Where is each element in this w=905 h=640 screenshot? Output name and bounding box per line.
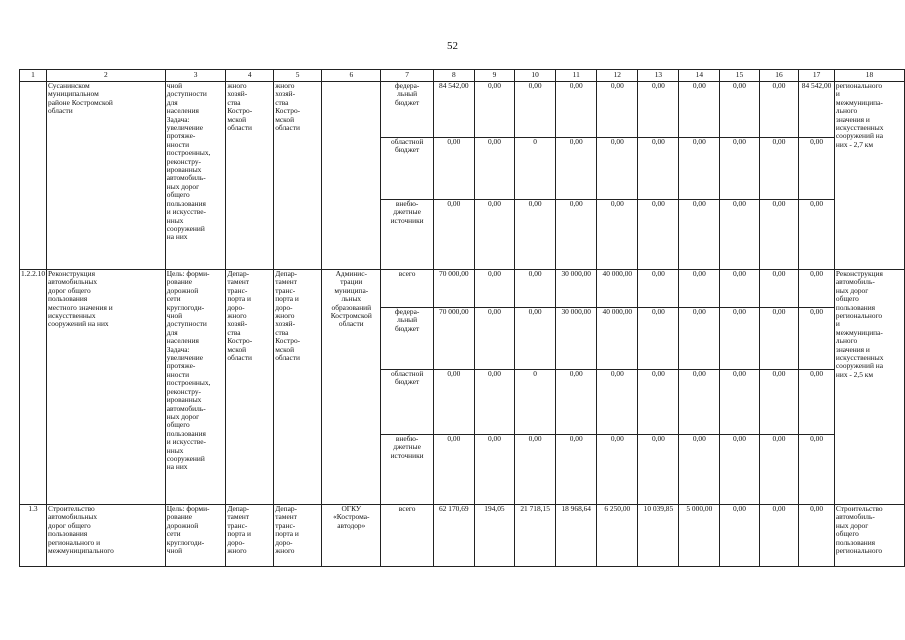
participant <box>322 82 381 270</box>
responsible-executor: Депар- тамент транс- порта и доро- жного <box>226 505 274 567</box>
amount-cell: 18 968,64 <box>556 505 597 567</box>
amount-cell: 0,00 <box>474 370 514 435</box>
funding-source: всего <box>381 505 433 567</box>
column-header: 4 <box>226 70 274 82</box>
amount-cell: 0,00 <box>515 200 556 270</box>
amount-cell: 0,00 <box>679 270 720 308</box>
amount-cell: 0,00 <box>679 435 720 505</box>
amount-cell: 0,00 <box>638 370 679 435</box>
amount-cell: 0,00 <box>597 435 638 505</box>
expected-result: Реконструкция автомобиль- ных дорог общего пользования регионального и межмуниципа- льного значения и искусственных сооружений на них - 2,5 км <box>834 270 904 505</box>
amount-cell: 0,00 <box>515 82 556 138</box>
column-header: 14 <box>679 70 720 82</box>
amount-cell: 0,00 <box>597 82 638 138</box>
amount-cell: 0,00 <box>759 505 799 567</box>
amount-cell: 0,00 <box>720 505 760 567</box>
amount-cell: 0,00 <box>474 200 514 270</box>
funding-source: внебю- джетные источники <box>381 200 433 270</box>
amount-cell: 0,00 <box>556 200 597 270</box>
expected-result: Строительство автомобиль- ных дорог общего пользования регионального <box>834 505 904 567</box>
co-executor: Депар- тамент транс- порта и доро- жного хозяй- ства Костро- мской области <box>274 270 322 505</box>
table-row <box>20 82 905 138</box>
amount-cell: 194,05 <box>474 505 514 567</box>
amount-cell: 0,00 <box>720 435 760 505</box>
amount-cell: 0,00 <box>474 308 514 370</box>
amount-cell: 0,00 <box>759 308 799 370</box>
amount-cell: 0,00 <box>638 200 679 270</box>
amount-cell: 0,00 <box>799 200 835 270</box>
column-header: 15 <box>720 70 760 82</box>
funding-source: внебю- джетные источники <box>381 435 433 505</box>
column-header: 5 <box>274 70 322 82</box>
column-header: 1 <box>20 70 47 82</box>
table-row <box>20 270 905 308</box>
amount-cell: 0,00 <box>759 82 799 138</box>
amount-cell: 0,00 <box>799 505 835 567</box>
amount-cell: 40 000,00 <box>597 270 638 308</box>
column-header: 6 <box>322 70 381 82</box>
amount-cell: 0,00 <box>638 138 679 200</box>
column-header: 10 <box>515 70 556 82</box>
funding-source: федера- льный бюджет <box>381 308 433 370</box>
amount-cell: 0,00 <box>720 138 760 200</box>
amount-cell: 0,00 <box>556 370 597 435</box>
amount-cell: 0,00 <box>638 82 679 138</box>
co-executor: Депар- тамент транс- порта и доро- жного <box>274 505 322 567</box>
amount-cell: 0,00 <box>638 308 679 370</box>
column-header: 11 <box>556 70 597 82</box>
amount-cell: 0,00 <box>759 270 799 308</box>
column-header: 3 <box>165 70 226 82</box>
amount-cell: 0,00 <box>515 270 556 308</box>
column-header: 18 <box>834 70 904 82</box>
column-header: 2 <box>47 70 166 82</box>
amount-cell: 84 542,00 <box>799 82 835 138</box>
amount-cell: 0,00 <box>597 138 638 200</box>
amount-cell: 0,00 <box>679 308 720 370</box>
amount-cell: 30 000,00 <box>556 308 597 370</box>
amount-cell: 40 000,00 <box>597 308 638 370</box>
amount-cell: 21 718,15 <box>515 505 556 567</box>
amount-cell: 62 170,69 <box>433 505 474 567</box>
amount-cell: 0,00 <box>556 82 597 138</box>
amount-cell: 0,00 <box>515 435 556 505</box>
measure-name: Строительство автомобильных дорог общего пользования регионального и межмуниципального <box>47 505 166 567</box>
funding-source: областной бюджет <box>381 370 433 435</box>
measure-name: Сусанинском муниципальном районе Костромской области <box>47 82 166 270</box>
participant: Админис- трации муниципа- льных образований Костромской области <box>322 270 381 505</box>
amount-cell: 0,00 <box>679 82 720 138</box>
amount-cell: 0,00 <box>720 370 760 435</box>
page-number: 52 <box>447 40 458 52</box>
amount-cell: 0,00 <box>638 270 679 308</box>
amount-cell: 0,00 <box>474 82 514 138</box>
amount-cell: 0,00 <box>433 370 474 435</box>
amount-cell: 0,00 <box>720 200 760 270</box>
amount-cell: 0,00 <box>638 435 679 505</box>
amount-cell: 0,00 <box>759 435 799 505</box>
amount-cell: 6 250,00 <box>597 505 638 567</box>
amount-cell: 0,00 <box>799 138 835 200</box>
measure-goal: Цель: форми- рование дорожной сети круглогоди- чной доступности для населения Задача: увеличение протяже- нности построенных, реконстру- ированных автомобиль- ных дорог общего пользования и искусстве- нных сооружений на них <box>165 270 226 505</box>
amount-cell: 0,00 <box>720 270 760 308</box>
amount-cell: 0,00 <box>433 200 474 270</box>
measure-code <box>20 82 47 270</box>
column-header: 16 <box>759 70 799 82</box>
amount-cell: 84 542,00 <box>433 82 474 138</box>
table-row <box>20 505 905 567</box>
amount-cell: 0,00 <box>759 138 799 200</box>
responsible-executor: жного хозяй- ства Костро- мской области <box>226 82 274 270</box>
amount-cell: 30 000,00 <box>556 270 597 308</box>
amount-cell: 0,00 <box>679 200 720 270</box>
amount-cell: 0,00 <box>799 435 835 505</box>
funding-source: федера- льный бюджет <box>381 82 433 138</box>
amount-cell: 0,00 <box>433 435 474 505</box>
column-header: 7 <box>381 70 433 82</box>
amount-cell: 0,00 <box>799 370 835 435</box>
amount-cell: 70 000,00 <box>433 270 474 308</box>
amount-cell: 10 039,85 <box>638 505 679 567</box>
amount-cell: 0,00 <box>759 370 799 435</box>
expected-result: регионального и межмуниципа- льного значения и искусственных сооружений на них - 2,7 км <box>834 82 904 270</box>
header-row <box>20 70 905 82</box>
column-header: 17 <box>799 70 835 82</box>
budget-table <box>19 69 905 567</box>
measure-goal: чной доступности для населения Задача: увеличение протяже- нности построенных, реконстру- ированных автомобиль- ных дорог общего пользования и искусстве- нных сооружений на них <box>165 82 226 270</box>
column-header: 8 <box>433 70 474 82</box>
amount-cell: 0,00 <box>556 138 597 200</box>
responsible-executor: Депар- тамент транс- порта и доро- жного хозяй- ства Костро- мской области <box>226 270 274 505</box>
co-executor: жного хозяй- ства Костро- мской области <box>274 82 322 270</box>
amount-cell: 0,00 <box>474 138 514 200</box>
amount-cell: 0,00 <box>515 308 556 370</box>
amount-cell: 0,00 <box>679 138 720 200</box>
measure-code: 1.3 <box>20 505 47 567</box>
amount-cell: 0,00 <box>679 370 720 435</box>
measure-code: 1.2.2.10 <box>20 270 47 505</box>
amount-cell: 70 000,00 <box>433 308 474 370</box>
amount-cell: 0,00 <box>759 200 799 270</box>
column-header: 13 <box>638 70 679 82</box>
amount-cell: 0,00 <box>474 270 514 308</box>
amount-cell: 0,00 <box>799 308 835 370</box>
amount-cell: 0,00 <box>556 435 597 505</box>
column-header: 12 <box>597 70 638 82</box>
amount-cell: 0 <box>515 138 556 200</box>
amount-cell: 5 000,00 <box>679 505 720 567</box>
amount-cell: 0,00 <box>720 308 760 370</box>
amount-cell: 0,00 <box>597 200 638 270</box>
amount-cell: 0,00 <box>433 138 474 200</box>
amount-cell: 0 <box>515 370 556 435</box>
amount-cell: 0,00 <box>474 435 514 505</box>
amount-cell: 0,00 <box>720 82 760 138</box>
funding-source: областной бюджет <box>381 138 433 200</box>
amount-cell: 0,00 <box>597 370 638 435</box>
funding-source: всего <box>381 270 433 308</box>
column-header: 9 <box>474 70 514 82</box>
participant: ОГКУ «Кострома- автодор» <box>322 505 381 567</box>
measure-goal: Цель: форми- рование дорожной сети круглогоди- чной <box>165 505 226 567</box>
amount-cell: 0,00 <box>799 270 835 308</box>
measure-name: Реконструкция автомобильных дорог общего пользования местного значения и искусственных сооружений на них <box>47 270 166 505</box>
